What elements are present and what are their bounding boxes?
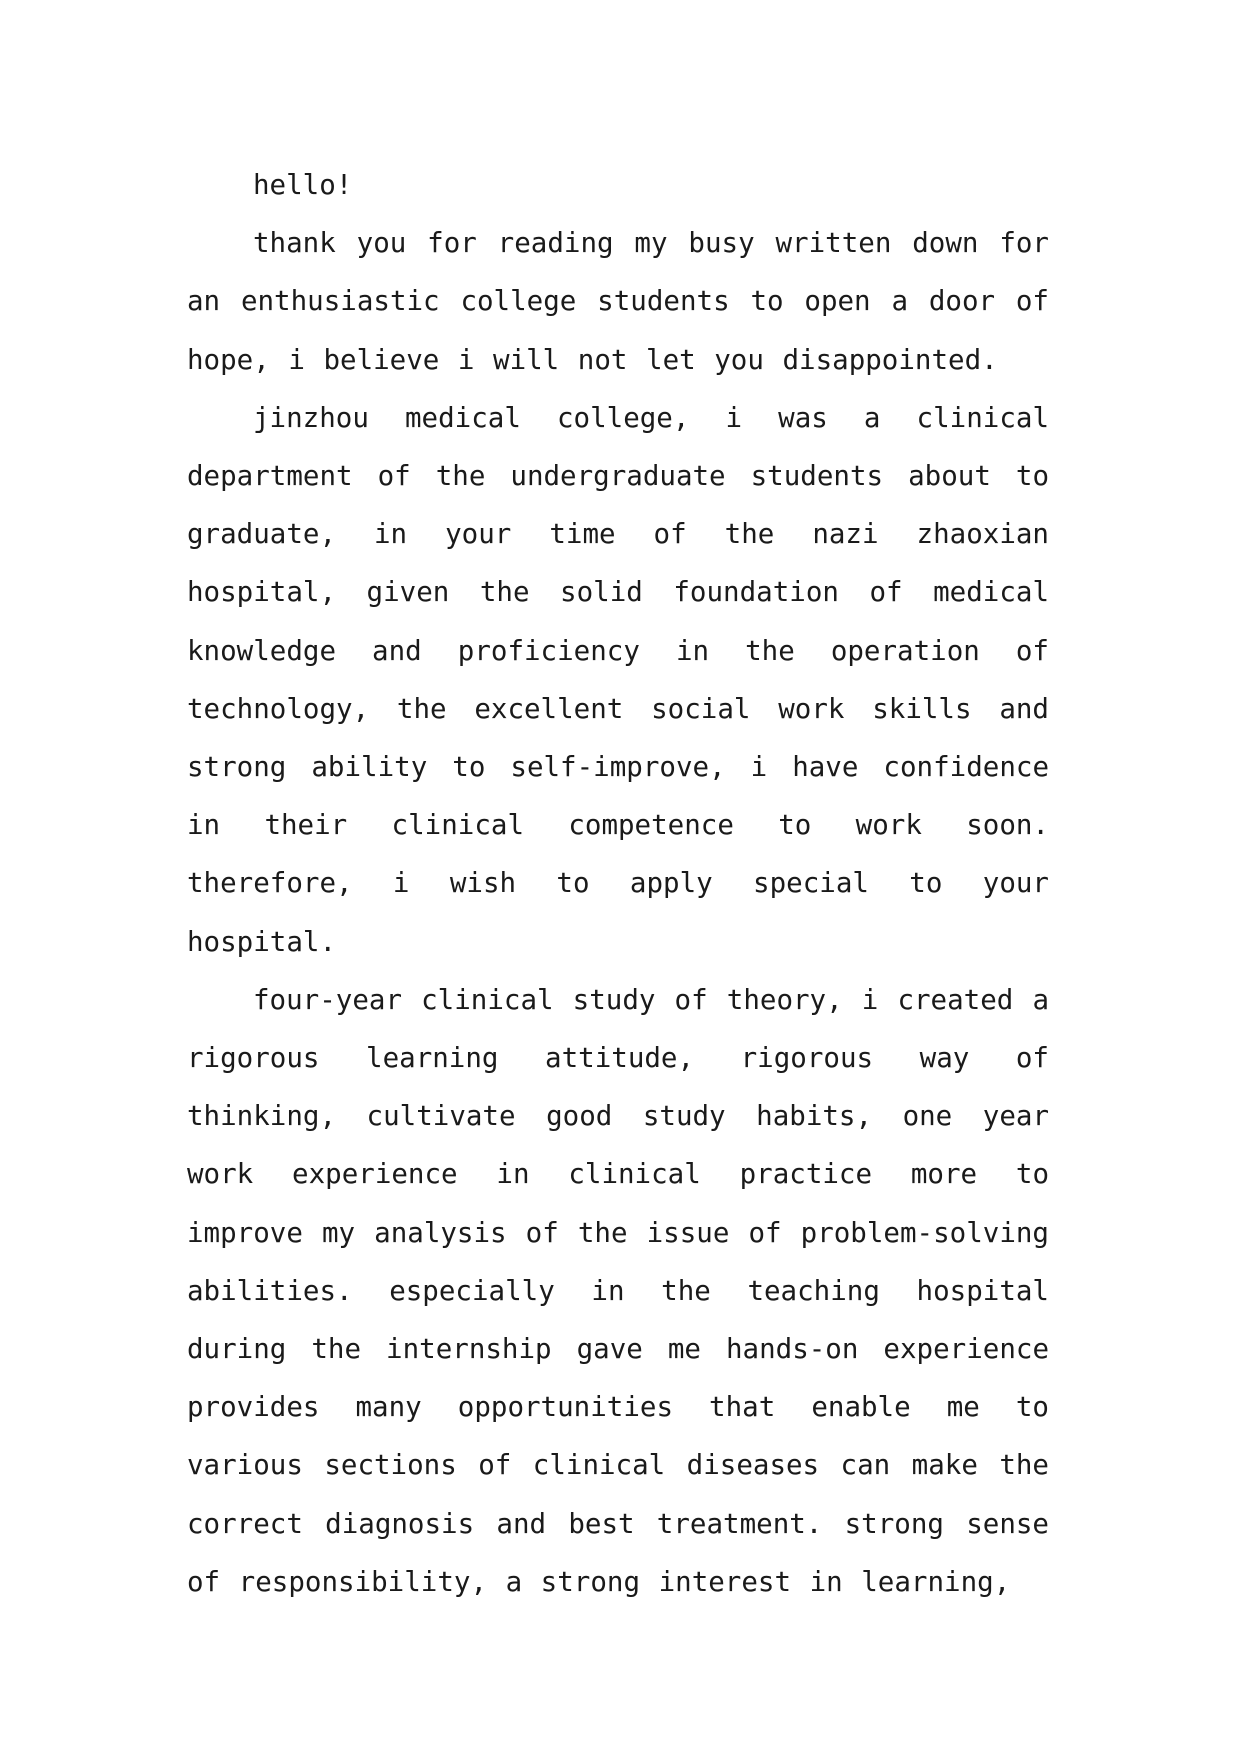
background-paragraph: jinzhou medical college, i was a clinical department of the undergraduate students about to graduate, in your time of the nazi zhaoxian hospital, given the solid foundation of medical knowledge and proficiency in the operation of technology, the excellent social work skills and strong ability to self-improve, i have confidence in their clinical competence to work soon. therefore, i wish to apply special to your hospital. [187, 401, 1049, 958]
study-experience-paragraph: four-year clinical study of theory, i created a rigorous learning attitude, rigorous way of thinking, cultivate good study habits, one year work experience in clinical practice more to improve my analysis of the issue of problem-solving abilities. especially in the teaching hospital during the internship gave me hands-on experience provides many opportunities that enable me to various sections of clinical diseases can make the correct diagnosis and best treatment. strong sense of responsibility, a strong interest in learning, [187, 983, 1049, 1598]
letter-body [187, 156, 1049, 1611]
greeting-paragraph: hello! [253, 169, 353, 201]
intro-paragraph: thank you for reading my busy written down for an enthusiastic college students to open a door of hope, i believe i will not let you disappointed. [187, 227, 1049, 376]
